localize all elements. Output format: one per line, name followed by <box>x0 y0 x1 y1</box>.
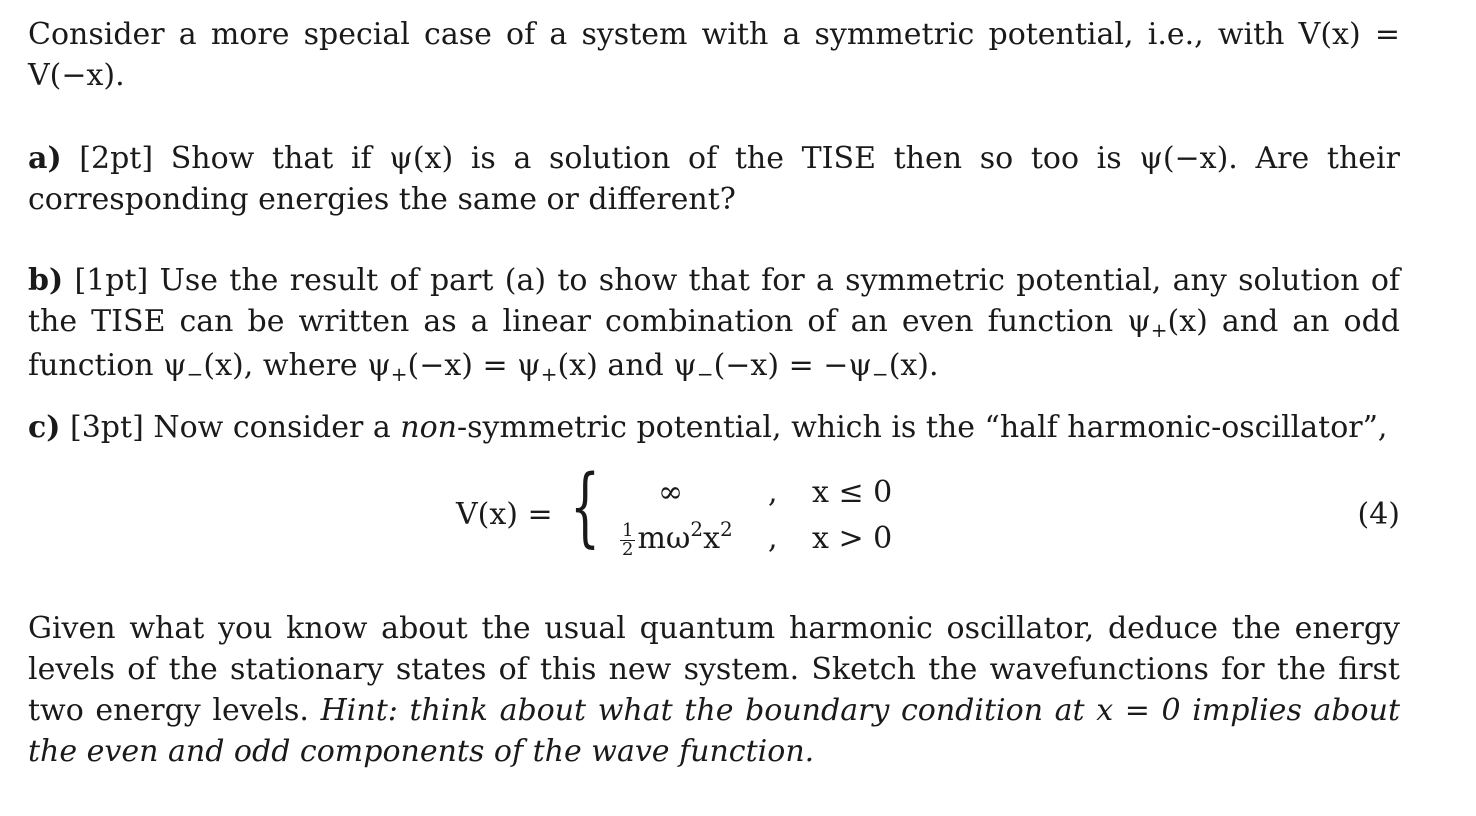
part-c-text-post: -symmetric potential, which is the “half harmonic-oscillator”, <box>457 410 1388 445</box>
part-a-label: a) <box>28 141 62 176</box>
part-b-text-4: (−x) = ψ <box>407 348 541 383</box>
half-fraction <box>620 519 635 560</box>
part-b-label: b) <box>28 263 64 298</box>
equation-brace: { <box>570 457 601 557</box>
part-b-sub-plus-1: + <box>1150 318 1168 342</box>
part-b-text-6: (−x) = −ψ <box>713 348 872 383</box>
part-b-paragraph <box>28 260 1400 389</box>
part-c-italic-word: non <box>400 410 458 445</box>
problem-document <box>28 14 1400 772</box>
part-c-points: [3pt] <box>70 410 144 445</box>
case-2-value-b: x <box>703 521 721 556</box>
equation-lhs: V(x) = <box>456 497 553 532</box>
closing-hint: Hint: think about what the boundary condition at x = 0 implies about the even and odd components of the wave function. <box>28 693 1400 769</box>
part-b-text-3: (x), where ψ <box>203 348 391 383</box>
equation-number: (4) <box>1357 497 1400 532</box>
part-b-text-1: Use the result of part (a) to show that for a symmetric potential, any solution of the TISE can be written as a linear combination of an even function ψ <box>28 263 1400 339</box>
closing-paragraph <box>28 608 1400 772</box>
part-b-sub-minus-1: − <box>186 362 204 386</box>
case-2-value <box>620 518 733 562</box>
case-2-condition: x > 0 <box>812 521 893 556</box>
part-b-text-2: (x) and an odd function ψ <box>28 304 1400 383</box>
case-2-superscript-1: 2 <box>690 517 704 541</box>
case-2-superscript-2: 2 <box>720 517 733 541</box>
part-c-paragraph <box>28 407 1400 448</box>
part-b-text-7: (x). <box>888 348 939 383</box>
part-b-sub-plus-2: + <box>390 362 408 386</box>
case-2-separator: , <box>768 521 778 556</box>
case-1-value: ∞ <box>658 475 683 510</box>
part-b-sub-plus-3: + <box>540 362 558 386</box>
part-c-label: c) <box>28 410 61 445</box>
case-1-condition: x ≤ 0 <box>812 475 893 510</box>
potential-equation <box>28 457 1400 582</box>
intro-paragraph: Consider a more special case of a system with a symmetric potential, i.e., with V(x) = V(−x). <box>28 17 1400 93</box>
fraction-numerator: 1 <box>622 519 634 541</box>
fraction-denominator: 2 <box>622 538 634 560</box>
part-b-sub-minus-3: − <box>871 362 889 386</box>
part-c-text-pre: Now consider a <box>153 410 391 445</box>
case-1-separator: , <box>768 475 778 510</box>
part-b-sub-minus-2: − <box>696 362 714 386</box>
closing-text: Given what you know about the usual quantum harmonic oscillator, deduce the energy levels of the stationary states of this new system. Sketch the wavefunctions for the first two energy levels. <box>28 611 1400 728</box>
part-a-text: Show that if ψ(x) is a solution of the TISE then so too is ψ(−x). Are their corresponding energies the same or different? <box>28 141 1400 217</box>
part-a-points: [2pt] <box>79 141 154 176</box>
part-a-paragraph <box>28 138 1400 220</box>
case-2-value-a: mω <box>637 521 691 556</box>
part-b-points: [1pt] <box>74 263 149 298</box>
part-b-text-5: (x) and ψ <box>557 348 697 383</box>
